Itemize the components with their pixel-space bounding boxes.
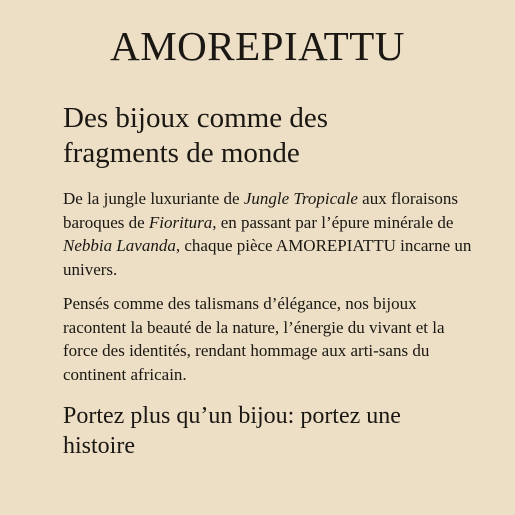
closing-line-1: Portez plus qu’un bijou: portez une bbox=[63, 403, 401, 429]
closing-line-2: histoire bbox=[63, 433, 135, 459]
collection-name: Jungle Tropicale bbox=[243, 189, 358, 208]
intro-paragraph bbox=[63, 187, 483, 281]
paragraph-text: aux floraisons baroques de bbox=[63, 189, 459, 232]
values-paragraph: Pensés comme des talismans d’élégance, nos bijoux racontent la beauté de la nature, l’énergie du vivant et la force des identités, rendant hommage aux arti-sans du continent africain. bbox=[63, 294, 445, 384]
headline-line-1: Des bijoux comme des bbox=[63, 102, 328, 134]
paragraph-text: De la jungle luxuriante de bbox=[63, 189, 244, 208]
collection-name: Nebbia Lavanda bbox=[63, 236, 176, 255]
collection-name: Fioritura bbox=[148, 212, 213, 232]
paragraph-text: , en passant par l’épure minérale de bbox=[212, 212, 454, 232]
headline bbox=[63, 101, 483, 171]
headline-line-2: fragments de monde bbox=[63, 137, 300, 169]
closing-tagline bbox=[63, 401, 483, 461]
paragraph-text: , chaque pièce AMOREPIATTU incarne un univers. bbox=[63, 236, 472, 279]
brand-title: AMOREPIATTU bbox=[110, 23, 405, 69]
